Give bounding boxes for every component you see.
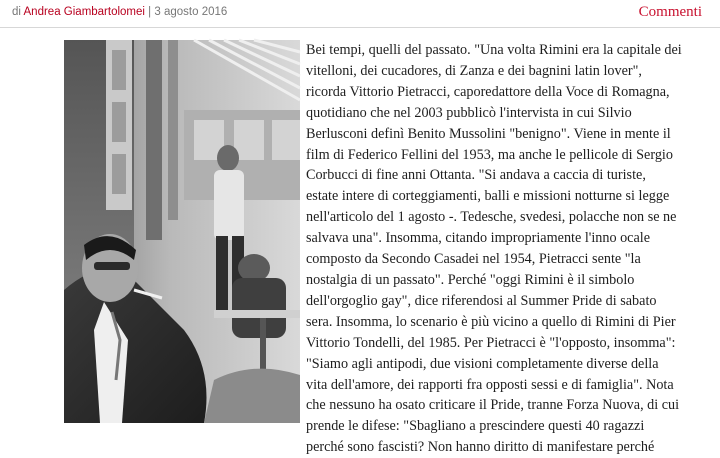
article-line: quotidiano che nel 2003 pubblicò l'intervista in cui Silvio: [306, 104, 632, 121]
article-line: "Siamo agli antipodi, due visioni completamente diverse della: [306, 355, 659, 372]
article-line: perché sono fascisti? Non hanno diritto di manifestare perché: [306, 439, 655, 456]
author-link[interactable]: Andrea Giambartolomei: [23, 6, 145, 18]
article-line: dell'orgoglio gay", dice riferendosi al Summer Pride di sabato: [306, 292, 657, 309]
article-line: sera. Insomma, lo scenario è più vicino a quello di Rimini di Pier: [306, 313, 676, 330]
publish-date: 3 agosto 2016: [154, 6, 228, 18]
comments-link[interactable]: Commenti: [638, 4, 702, 20]
article-byline: [12, 6, 227, 18]
article-line: vita dell'amore, dei rapporti fra opposti sessi e di famiglia". Nota: [306, 376, 674, 393]
article-line: Corbucci di fine anni Ottanta. "Si andava a caccia di turiste,: [306, 167, 646, 184]
article-line: Vittorio Tondelli, del 1985. Per Pietracci è "l'opposto, insomma":: [306, 334, 676, 351]
article-body: [306, 40, 716, 458]
article-line: composto da Secondo Casadei nel 1954, Pietracci sente "la: [306, 251, 641, 268]
header-divider: [0, 27, 720, 28]
article-line: vitelloni, dei cucadores, di Zanza e dei bagnini latin lover",: [306, 62, 642, 79]
article-line: film di Federico Fellini del 1953, ma anche le pellicole di Sergio: [306, 146, 673, 163]
article-line: nostalgia di un passato". Perché "oggi Rimini è il simbolo: [306, 271, 635, 288]
article-line: ricorda Vittorio Pietracci, caporedattore della Voce di Romagna,: [306, 83, 670, 100]
byline-separator: |: [148, 6, 152, 18]
article-line: Berlusconi definì Benito Mussolini "benigno". Viene in mente il: [306, 125, 671, 142]
article-line: che nessuno ha osato criticare il Pride, tranne Forza Nuova, di cui: [306, 397, 680, 414]
article-photo: [64, 40, 300, 423]
article-line: prende le difese: "Sbagliano a prescindere questi 40 ragazzi: [306, 418, 645, 435]
article-line: nell'articolo del 1 agosto -. Tedesche, svedesi, polacche non se ne: [306, 209, 677, 226]
byline-prefix: di: [12, 6, 21, 18]
article-line: estate intere di corteggiamenti, balli e missioni notturne si legge: [306, 188, 670, 205]
article-line: Bei tempi, quelli del passato. "Una volta Rimini era la capitale dei: [306, 42, 682, 58]
black-and-white-photo-illustration: [64, 40, 300, 423]
article-line: salvava una". Insomma, citando impropriamente l'inno ocale: [306, 230, 651, 247]
